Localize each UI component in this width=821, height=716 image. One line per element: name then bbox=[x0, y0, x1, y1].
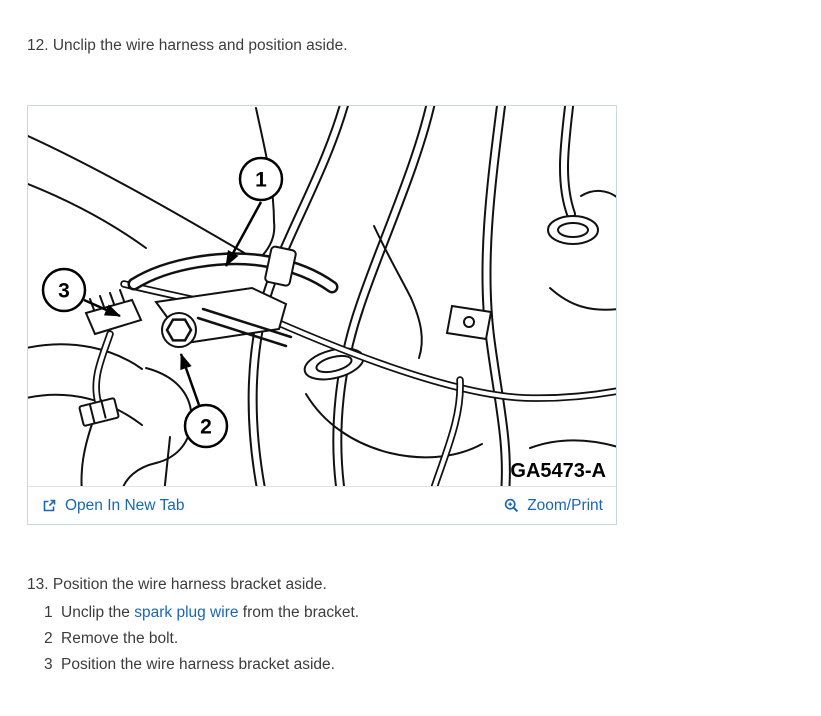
substep-1 bbox=[44, 603, 821, 622]
substep-2-number: 2 bbox=[44, 630, 53, 647]
substep-list bbox=[44, 603, 821, 674]
substep-2 bbox=[44, 629, 821, 648]
substep-1-number: 1 bbox=[44, 604, 53, 621]
engine-hoses bbox=[253, 106, 598, 486]
callout-3 bbox=[43, 269, 85, 311]
open-in-new-tab-link[interactable] bbox=[41, 497, 184, 515]
open-in-new-tab-label: Open In New Tab bbox=[65, 496, 185, 514]
step-13-text: 13. Position the wire harness bracket aside. bbox=[27, 576, 327, 593]
diagram-panel bbox=[27, 105, 617, 525]
zoom-plus-icon bbox=[503, 497, 520, 514]
substep-2-text: Remove the bolt. bbox=[61, 630, 179, 647]
bracket-bolt bbox=[162, 313, 196, 347]
figure-toolbar bbox=[28, 486, 616, 524]
callout-1-number: 1 bbox=[255, 168, 267, 192]
callout-2-number: 2 bbox=[200, 415, 212, 439]
step-12-text: 12. Unclip the wire harness and position aside. bbox=[27, 37, 348, 54]
engine-diagram bbox=[28, 106, 616, 486]
substep-3 bbox=[44, 655, 821, 674]
open-in-new-tab-icon bbox=[41, 497, 58, 514]
part-code-label: GA5473-A bbox=[510, 460, 606, 482]
arrow-to-bolt bbox=[181, 354, 199, 405]
zoom-print-link[interactable] bbox=[503, 497, 603, 515]
harness-connector bbox=[79, 290, 141, 486]
substep-3-number: 3 bbox=[44, 656, 53, 673]
substep-1-pre: Unclip the bbox=[61, 604, 135, 621]
callout-1 bbox=[240, 158, 282, 200]
substep-1-post: from the bracket. bbox=[238, 604, 360, 621]
substep-1-text bbox=[61, 603, 359, 622]
callout-2 bbox=[185, 405, 227, 447]
spark-plug-wire-link[interactable]: spark plug wire bbox=[134, 604, 239, 621]
substep-3-text: Position the wire harness bracket aside. bbox=[61, 656, 335, 673]
zoom-print-label: Zoom/Print bbox=[527, 496, 603, 514]
callout-3-number: 3 bbox=[58, 279, 70, 303]
